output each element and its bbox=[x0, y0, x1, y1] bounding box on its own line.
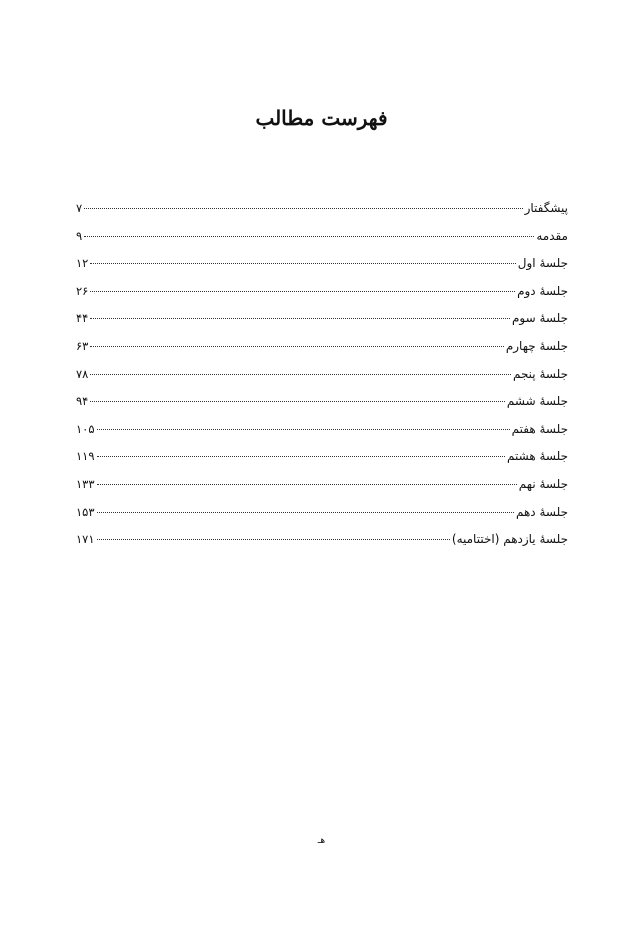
toc-entry-page-number: ۷۸ bbox=[76, 366, 89, 381]
toc-entry-page-number: ۴۴ bbox=[76, 311, 89, 326]
toc-entry-label: جلسهٔ یازدهم (اختتامیه) bbox=[451, 532, 568, 547]
dot-leader bbox=[90, 263, 515, 264]
toc-entry-session-11 bbox=[76, 529, 568, 557]
dot-leader bbox=[97, 539, 450, 540]
toc-entry-label: جلسهٔ ششم bbox=[506, 394, 568, 409]
dot-leader bbox=[90, 291, 515, 292]
toc-entry-introduction bbox=[76, 226, 568, 254]
dot-leader bbox=[97, 484, 517, 485]
toc-entry-label: جلسهٔ پنجم bbox=[512, 366, 568, 381]
dot-leader bbox=[90, 346, 503, 347]
dot-leader bbox=[84, 208, 522, 209]
toc-entry-page-number: ۱۰۵ bbox=[76, 421, 95, 436]
dot-leader bbox=[97, 512, 514, 513]
dot-leader bbox=[90, 401, 505, 402]
toc-entry-page-number: ۲۶ bbox=[76, 283, 89, 298]
toc-entry-label: جلسهٔ هشتم bbox=[507, 449, 568, 464]
dot-leader bbox=[97, 456, 505, 457]
toc-entry-page-number: ۱۲ bbox=[76, 256, 89, 271]
toc-entry-session-7 bbox=[76, 419, 568, 447]
toc-entry-page-number: ۱۱۹ bbox=[76, 449, 95, 464]
page-title: فهرست مطالب bbox=[255, 106, 388, 130]
toc-entry-page-number: ۱۳۳ bbox=[76, 476, 95, 491]
toc-entry-label: جلسهٔ دوم bbox=[517, 283, 568, 298]
page-folio: هـ bbox=[317, 836, 326, 846]
toc-entry-session-5 bbox=[76, 364, 568, 392]
toc-entry-label: جلسهٔ چهارم bbox=[505, 338, 568, 353]
dot-leader bbox=[84, 236, 534, 237]
table-of-contents bbox=[76, 198, 568, 557]
toc-entry-session-10 bbox=[76, 502, 568, 530]
dot-leader bbox=[97, 429, 510, 430]
toc-entry-page-number: ۱۵۳ bbox=[76, 504, 95, 519]
toc-entry-session-3 bbox=[76, 308, 568, 336]
toc-entry-session-6 bbox=[76, 391, 568, 419]
toc-entry-label: جلسهٔ دهم bbox=[515, 504, 568, 519]
toc-entry-page-number: ۷ bbox=[76, 201, 83, 215]
dot-leader bbox=[90, 318, 510, 319]
toc-entry-label: جلسهٔ نهم bbox=[518, 476, 568, 491]
toc-entry-label: جلسهٔ هفتم bbox=[511, 421, 568, 436]
toc-entry-page-number: ۶۳ bbox=[76, 338, 89, 353]
dot-leader bbox=[90, 374, 511, 375]
toc-entry-label: مقدمه bbox=[536, 228, 568, 243]
toc-entry-session-9 bbox=[76, 474, 568, 502]
toc-entry-page-number: ۹ bbox=[76, 228, 83, 243]
toc-entry-page-number: ۱۷۱ bbox=[76, 532, 95, 547]
toc-entry-label: جلسهٔ سوم bbox=[511, 311, 568, 326]
toc-entry-session-8 bbox=[76, 446, 568, 474]
toc-entry-label: جلسهٔ اول bbox=[517, 256, 568, 271]
toc-entry-page-number: ۹۴ bbox=[76, 394, 89, 409]
toc-entry-session-4 bbox=[76, 336, 568, 364]
toc-entry-label: پیشگفتار bbox=[524, 201, 568, 215]
toc-entry-session-2 bbox=[76, 281, 568, 309]
toc-entry-session-1 bbox=[76, 253, 568, 281]
toc-entry-preface bbox=[76, 198, 568, 226]
